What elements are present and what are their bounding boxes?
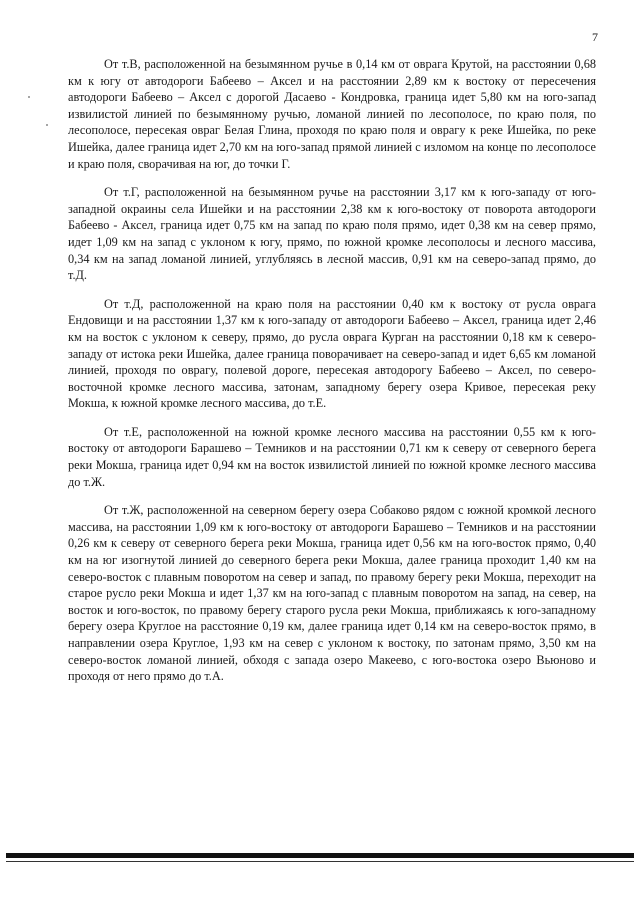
paragraph-point-zh: От т.Ж, расположенной на северном берегу озера Собаково рядом с южной кромкой лесного массива, на расстоянии 1,09 км к юго-востоку от автодороги Барашево – Темников и на расстоянии 0,26 км к северу от северного берега реки Мокша, граница идет 0,56 км на юго-восток прямо, 0,40 км на юг изогнутой линией до северного берега реки Мокша, далее граница проходит 1,40 км на северо-восток с плавным поворотом на север и запад, по правому берегу реки Мокша, переходит на старое русло реки Мокша и идет 1,37 км на юго-запад с плавным поворотом на запад, на север, на восток и юго-восток, по правому берегу старого русла реки Мокша, приближаясь к юго-западному берегу озера Круглое на расстояние 0,19 км, далее граница идет 0,14 км на северо-восток прямо, в направлении озера Круглое, 1,93 км на север с уклоном к востоку, по затонам прямо, 3,50 км на северо-восток ломаной линией, обходя с запада озеро Макеево, с юго-востока озеро Вьюново и проходя от него прямо до т.А. xyxy=(68,503,596,684)
bottom-scan-border xyxy=(6,853,634,858)
scan-artifact-dot xyxy=(28,96,30,98)
page-number: 7 xyxy=(592,30,598,44)
paragraph-point-g: От т.Г, расположенной на безымянном ручье на расстоянии 3,17 км к юго-западу от юго-западной окраины села Ишейки и на расстоянии 2,38 км к юго-востоку от поворота автодороги Бабеево - Аксел, граница идет 0,75 км на запад по краю поля прямо, идет 0,38 км на север прямо, идет 1,09 км на запад с уклоном к югу, прямо, по южной кромке лесополосы и лесного массива, 0,34 км на запад ломаной линией, углубляясь в лесной массив, 0,91 км на северо-запад прямо, до т.Д. xyxy=(68,185,596,283)
document-body xyxy=(68,56,596,697)
paragraph-point-d: От т.Д, расположенной на краю поля на расстоянии 0,40 км к востоку от русла оврага Ендовищи и на расстоянии 1,37 км к юго-западу от автодороги Бабеево – Аксел, граница идет 2,46 км на восток с уклоном к северу, прямо, до русла оврага Курган на расстоянии 0,18 км к северо-западу от истока реки Ишейка, далее граница поворачивает на северо-запад и идет 6,65 км ломаной линией, проходя по оврагу, полевой дороге, пересекая автодорогу Бабеево – Аксел, по северо-восточной кромке лесного массива, затонам, западному берегу озера Кривое, пересекая реку Мокша, к южной кромке лесного массива, до т.Е. xyxy=(68,296,596,411)
paragraph-point-e: От т.Е, расположенной на южной кромке лесного массива на расстоянии 0,55 км к юго-востоку от автодороги Барашево – Темников и на расстоянии 0,71 км к северу от северного берега реки Мокша, граница идет 0,94 км на восток извилистой линией по южной кромке лесного массива до т.Ж. xyxy=(68,424,596,489)
scan-artifact-dot xyxy=(46,124,48,126)
paragraph-point-v: От т.В, расположенной на безымянном ручье в 0,14 км от оврага Крутой, на расстоянии 0,68 км к югу от автодороги Бабеево – Аксел и на расстоянии 2,89 км к востоку от пересечения автодороги Бабеево – Аксел с дорогой Дасаево - Кондровка, граница идет 5,80 км на юго-запад извилистой линией по безымянному ручью, ломаной линией по лесополосе, по краю поля, по лесополосе, пересекая овраг Белая Глина, проходя по краю поля и оврагу к реке Ишейка, по реке Ишейка, далее граница идет 2,70 км на юго-запад прямой линией с изломом на конце по лесополосе и краю поля, сворачивая на юг, до точки Г. xyxy=(68,57,596,171)
bottom-scan-border-thin xyxy=(6,861,634,862)
